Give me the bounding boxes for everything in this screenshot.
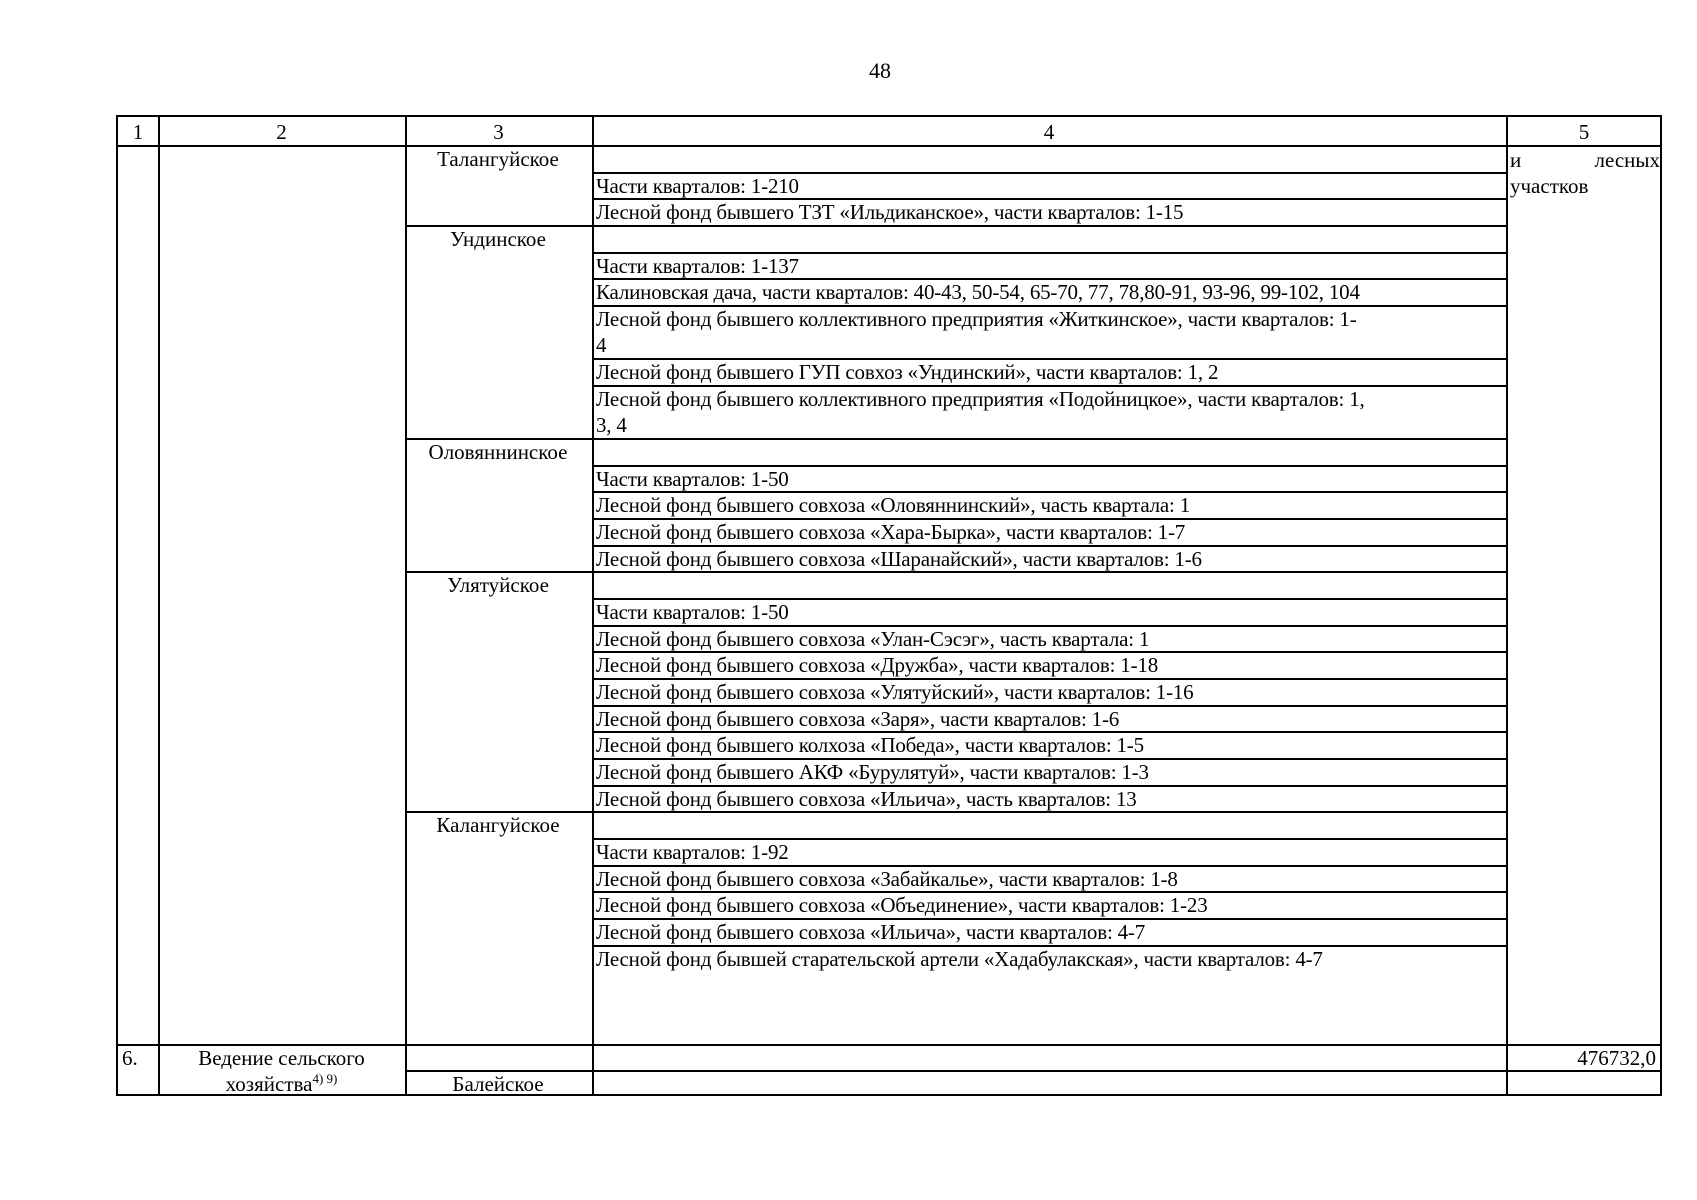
area-description-cell: Лесной фонд бывшего колхоза «Победа», части кварталов: 1-5 — [596, 733, 1144, 758]
col-divider-2 — [405, 117, 407, 1094]
area-description-cell: Лесной фонд бывшего совхоза «Заря», части кварталов: 1-6 — [596, 706, 1120, 731]
group-name: Ундинское — [450, 226, 546, 251]
row6-name-line-2 — [158, 1071, 405, 1097]
area-description-cell: Лесной фонд бывшего совхоза «Забайкалье», части кварталов: 1-8 — [596, 866, 1178, 891]
page-number: 48 — [869, 58, 891, 83]
area-description-cell: Лесной фонд бывшего АКФ «Бурулятуй», части кварталов: 1-3 — [596, 759, 1149, 784]
header-col-4: 4 — [1043, 120, 1055, 144]
area-description-line: Лесной фонд бывшего коллективного предприятия «Житкинское», части кварталов: 1- — [596, 306, 1357, 331]
header-col-5: 5 — [1578, 120, 1590, 144]
row6-footnote-marks: 4) 9) — [312, 1071, 338, 1086]
area-description-cell: Лесной фонд бывшего ТЗТ «Ильдиканское», части кварталов: 1-15 — [596, 200, 1184, 225]
area-description-cell: Части кварталов: 1-50 — [596, 466, 789, 491]
area-description-cell: Части кварталов: 1-210 — [596, 173, 799, 198]
group-name: Талангуйское — [437, 147, 559, 171]
area-description-cell: Лесной фонд бывшего ГУП совхоз «Ундинский», части кварталов: 1, 2 — [596, 360, 1219, 385]
row6-area: 476732,0 — [1577, 1046, 1656, 1070]
header-col-1: 1 — [132, 120, 144, 144]
header-col-3: 3 — [493, 120, 504, 144]
forest-table — [116, 115, 1662, 1096]
area-description-cell: Лесной фонд бывшего совхоза «Ильича», часть кварталов: 13 — [596, 786, 1137, 811]
area-description-cell: Лесной фонд бывшего совхоза «Дружба», части кварталов: 1-18 — [596, 653, 1158, 678]
area-description-cell: Лесной фонд бывшей старательской артели «Хадабулакская», части кварталов: 4-7 — [596, 946, 1323, 971]
group-name: Улятуйское — [447, 573, 549, 598]
row6-number: 6. — [122, 1046, 138, 1070]
col5-note-word-1: и — [1510, 148, 1522, 172]
area-description-cell: Части кварталов: 1-137 — [596, 253, 799, 278]
area-description-cell: Лесной фонд бывшего совхоза «Улятуйский», части кварталов: 1-16 — [596, 680, 1194, 704]
col5-note-word-2: лесных — [1594, 148, 1660, 172]
area-description-cell: Лесной фонд бывшего совхоза «Оловяннинский», часть квартала: 1 — [596, 493, 1191, 518]
area-description-cell — [596, 386, 1506, 438]
row6-name-text: хозяйства — [225, 1072, 313, 1096]
col-divider-4 — [1506, 117, 1508, 1094]
col5-note-line-2: участков — [1510, 174, 1589, 198]
group-name: Оловяннинское — [428, 440, 568, 465]
area-description-cell: Лесной фонд бывшего совхоза «Ильича», части кварталов: 4-7 — [596, 919, 1146, 944]
col5-note — [1510, 147, 1660, 199]
group-name: Калангуйское — [436, 813, 560, 838]
area-description-line: Лесной фонд бывшего коллективного предприятия «Подойницкое», части кварталов: 1, — [596, 386, 1365, 411]
area-description-line: 3, 4 — [596, 412, 627, 437]
header-bottom-line — [118, 145, 1660, 147]
row6-subgroup: Балейское — [452, 1072, 544, 1096]
area-description-cell: Лесной фонд бывшего совхоза «Хара-Бырка», части кварталов: 1-7 — [596, 520, 1186, 545]
area-description-cell: Лесной фонд бывшего совхоза «Улан-Сэсэг», часть квартала: 1 — [596, 626, 1150, 651]
area-description-cell — [596, 306, 1506, 358]
area-description-line: 4 — [596, 332, 607, 357]
row6-mid-line — [405, 1070, 1660, 1072]
col-divider-3 — [592, 117, 594, 1094]
row6-name-line-1: Ведение сельского — [198, 1046, 365, 1070]
area-description-cell: Калиновская дача, части кварталов: 40-43, 50-54, 65-70, 77, 78,80-91, 93-96, 99-102, 104 — [596, 280, 1360, 305]
area-description-cell: Части кварталов: 1-50 — [596, 600, 789, 625]
area-description-cell: Части кварталов: 1-92 — [596, 839, 789, 864]
col-divider-1 — [158, 117, 160, 1094]
header-col-2: 2 — [276, 120, 287, 144]
area-description-cell: Лесной фонд бывшего совхоза «Объединение», части кварталов: 1-23 — [596, 893, 1208, 918]
area-description-cell: Лесной фонд бывшего совхоза «Шаранайский», части кварталов: 1-6 — [596, 546, 1202, 571]
